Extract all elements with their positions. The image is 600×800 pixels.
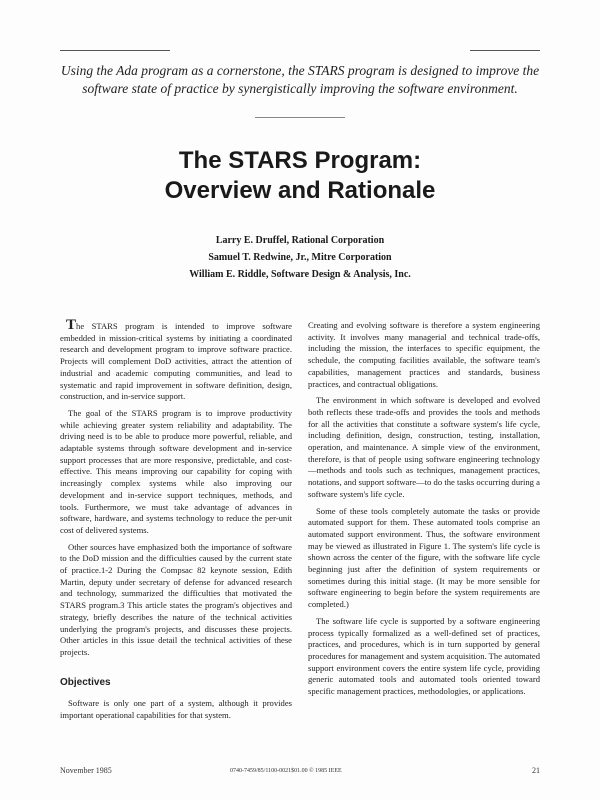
paragraph	[60, 317, 292, 403]
title-line-2: Overview and Rationale	[164, 177, 436, 204]
paragraph: Creating and evolving software is therefore a system engineering activity. It involves many managerial and technical trade-offs, including the mission, the interfaces to specific equipment, the schedule, the computing facilities available, the software team's capabilities, management practices and standards, business practices, and contractual obligations.	[308, 320, 540, 389]
paragraph: Some of these tools completely automate the tasks or provide automated support for them. These automated tools comprise an automated support environment. Thus, the software environment may be viewed as illustrated in Figure 1. The system's life cycle is shown across the center of the figure, with the software life cycle beginning just after the definition of system requirements or sometimes during this initial stage. (It may be more sensible for software engineering to begin before the system requirements are completed.)	[308, 505, 540, 610]
deck-text: Using the Ada program as a cornerstone, the STARS program is designed to improve the software state of practice by synergistically improving the software environment.	[60, 63, 540, 96]
paragraph: The environment in which software is developed and evolved both reflects these trade-offs and provides the tools and methods for all the activities that constitute a software system's life cycle, including definition, design, construction, testing, installation, operation, and maintenance. A simple view of the environment, therefore, is that of people using software engineering technology—methods and tools such as techniques, management practices, notations, and support software—to do the tasks occurring during a software system's life cycle.	[308, 395, 540, 499]
paragraph-text: he STARS program is intended to improve software embedded in mission-critical systems by initiating a coordinated research and development program to improve software practice. Projects will complement DoD activities, attract the attention of industrial and academic computing communities, and lead to systematic and rapid improvement in software definition, design, construction, and in-service support.	[60, 321, 292, 402]
paragraph: Other sources have emphasized both the importance of software to the DoD mission and the difficulties caused by the current state of practice.1-2 During the Compsac 82 keynote session, Edith Martin, deputy under secretary of defense for advanced research and technology, summarized the difficulties that motivated the STARS program.3 This article states the program's objectives and strategy, briefly describes the nature of the technical activities underlying the program's projects, and discusses these projects. Other articles in this issue detail the technical activities of these projects.	[60, 541, 292, 657]
column-right	[308, 320, 540, 703]
footer-date: November 1985	[60, 766, 112, 775]
paragraph: The goal of the STARS program is to improve productivity while achieving greater system reliability and adaptability. The driving need is to be able to produce more powerful, reliable, and adaptable systems through software development and in-service support processes that are more responsive, predictable, and cost-effective. This means improving our capability for coping with increasingly complex systems while also improving our development and in-service support techniques, methods, and tools. Furthermore, we must take advantage of advances in software, hardware, and systems technology to reduce the per-unit cost of delivered systems.	[60, 407, 292, 535]
top-rule-left	[60, 50, 170, 51]
paragraph: The software life cycle is supported by a software engineering process typically formalized as a well-defined set of practices, practices, and procedures, which is in turn supported by general procedures for management and system acquisition. The automated support environment covers the entire system life cycle, providing generic automated tools and automated tools oriented toward specific management practices, methodologies, or applications.	[308, 615, 540, 697]
author: Larry E. Druffel, Rational Corporation	[215, 235, 385, 246]
author-list	[60, 232, 540, 283]
page-number: 21	[532, 766, 540, 775]
drop-cap: T	[66, 317, 77, 333]
column-left	[60, 317, 292, 727]
footer-copyright: 0740-7459/85/1100-0021$01.00 © 1985 IEEE	[230, 768, 342, 774]
section-heading: Objectives	[60, 676, 111, 688]
paragraph: Software is only one part of a system, although it provides important operational capabilities for that system.	[60, 698, 292, 721]
deck-rule	[255, 117, 345, 118]
author: Samuel T. Redwine, Jr., Mitre Corporation	[208, 252, 392, 263]
article-title	[60, 146, 540, 206]
title-line-1: The STARS Program:	[178, 147, 422, 174]
author: William E. Riddle, Software Design & Analysis, Inc.	[189, 269, 411, 280]
top-rule-right	[470, 50, 540, 51]
